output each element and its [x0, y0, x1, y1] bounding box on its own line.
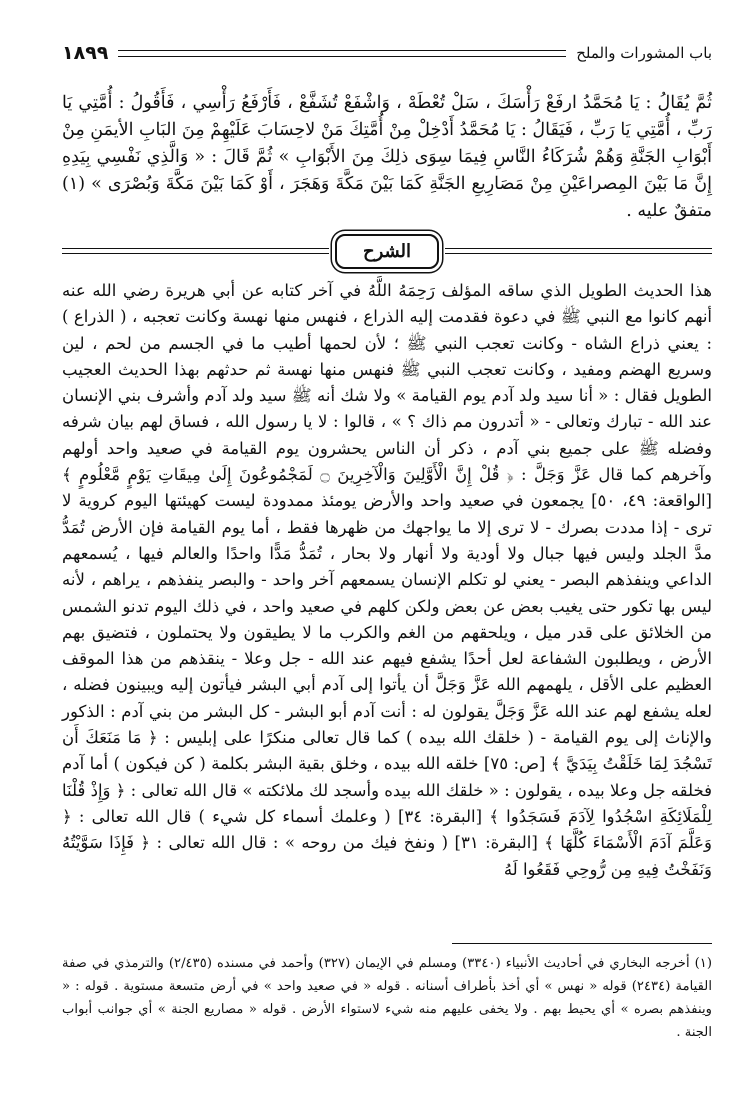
hadith-text-block — [62, 90, 712, 225]
footnote-1: (١) أخرجه البخاري في أحاديث الأنبياء (٣٣٤٠) ومسلم في الإيمان (٣٢٧) وأحمد في مسنده (٢/٤٣٥) والترمذي في صفة القيامة (٢٤٣٤) قوله « نهس » أي أخذ بأطراف أسنانه . قوله « في صعيد واحد » في أرض متسعة مستوية . قوله : « وينفذهم بصره » أي يحيط بهم . ولا يخفى عليهم منه شيء لاستواء الأرض . قوله « مصاريع الجنة » أي جوانب أبواب الجنة . — [62, 956, 713, 1040]
chapter-title: باب المشورات والملح — [576, 44, 712, 62]
footnotes — [62, 952, 712, 1044]
header-rule — [118, 50, 566, 57]
commentary-paragraph: هذا الحديث الطويل الذي ساقه المؤلف رَحِمَهُ اللَّهُ في آخر كتابه عن أبي هريرة رضي الله عنه أنهم كانوا مع النبي ﷺ في دعوة فقدمت إليه الذراع ، فنهس منها نهسة وكانت تعجبه ، ( الذراع ) : يعني ذراع الشاه - وكانت تعجب النبي ﷺ ؛ لأن لحمها أطيب ما في الجسم من لحم ، لين وسريع الهضم ومفيد ، وكانت تعجب النبي ﷺ فنهس منها نهسة ثم حدثهم بهذا الحديث العجيب الطويل فقال : « أنا سيد ولد آدم يوم القيامة » ولا شك أنه ﷺ سيد ولد آدم وأشرف بني الإنسان عند الله - تبارك وتعالى - « أتدرون مم ذاك ؟ » ، قالوا : لا يا رسول الله ، فساق لهم بيان شرفه وفضله ﷺ على جميع بني آدم ، ذكر أن الناس يحشرون يوم القيامة في صعيد واحد أولهم وآخرهم كما قال عَزَّ وَجَلَّ : ﴿ قُلْ إِنَّ الْأَوَّلِينَ وَالْآخِرِينَ ۝ لَمَجْمُوعُونَ إِلَىٰ مِيقَاتِ يَوْمٍ مَّعْلُومٍ ﴾ [الواقعة: ٤٩، ٥٠] يجمعون في صعيد واحد والأرض يومئذ ممدودة ليست كهيئتها اليوم كروية لا ترى - إذا مددت بصرك - لا ترى إلا ما يواجهك من ظهرها فقط ، أما يوم القيامة فإن الأرض تُمَدُّ مدَّ الجلد وليس فيها جبال ولا أودية ولا أنهار ولا بحار ، تُمَدُّ مَدًّا واحدًا والعالم فيها ، يُسمعهم الداعي وينفذهم البصر - يعني لو تكلم الإنسان يسمعهم آخر واحد - والبصر ينفذهم ، يراهم ، لأنه ليس بها تكور حتى يغيب بعض عن بعض ولكن كلهم في صعيد واحد ، في ذلك اليوم تدنو الشمس من الخلائق على قدر ميل ، ويلحقهم من الغم والكرب ما لا يطيقون ولا يحتملون ، فتضيق بهم الأرض ، ويطلبون الشفاعة لعل أحدًا يشفع فيهم عند الله - جل وعلا - ينقذهم من هذا الموقف العظيم على الأقل ، يلهمهم الله عَزَّ وَجَلَّ أن يأتوا إلى آدم أبي البشر فيأتون إليه ويبينون فضله ، لعله يشفع لهم عند الله عَزَّ وَجَلَّ يقولون له : أنت آدم أبو البشر - كل البشر من بني آدم : الذكور والإناث إلى يوم القيامة - ( خلقك الله بيده ) كما قال تعالى منكرًا على إبليس : ﴿ مَا مَنَعَكَ أَن تَسْجُدَ لِمَا خَلَقْتُ بِيَدَيَّ ﴾ [ص: ٧٥] خلقه الله بيده ، وخلق بقية البشر بكلمة ( كن فيكون ) أما آدم فخلقه جل وعلا بيده ، يقولون : « خلقك الله بيده وأسجد لك ملائكته » قال الله تعالى : ﴿ وَإِذْ قُلْنَا لِلْمَلَائِكَةِ اسْجُدُوا لِآدَمَ فَسَجَدُوا ﴾ [البقرة: ٣٤] ( وعلمك أسماء كل شيء ) قال الله تعالى : ﴿ وَعَلَّمَ آدَمَ الْأَسْمَاءَ كُلَّهَا ﴾ [البقرة: ٣١] ( ونفخ فيك من روحه » : قال الله تعالى : ﴿ فَإِذَا سَوَّيْتُهُ وَنَفَخْتُ فِيهِ مِن رُّوحِي فَقَعُوا لَهُ — [62, 281, 713, 879]
hadith-paragraph: ثُمَّ يُقَالُ : يَا مُحَمَّدُ ارفَعْ رَأْسَكَ ، سَلْ تُعْطَهْ ، وَاشْفَعْ تُشَفَّعْ ، فَأَرْفَعُ رَأْسِي ، فَأَقُولُ : أُمَّتِي يَا رَبِّ ، أُمَّتِي يَا رَبِّ ، فَيَقَالُ : يَا مُحَمَّدُ أَدْخِلْ مِنْ أُمَّتِكَ مَنْ لاحِسَابَ عَلَيْهِمْ مِنَ البَابِ الأيمَنِ مِنْ أَبْوَابِ الجَنَّةِ وَهُمْ شُرَكَاءُ النَّاسِ فِيمَا سِوَى ذلِكَ مِنَ الأَبْوَابِ » ثُمَّ قَالَ : « وَالَّذِي نَفْسِي بِيَدِهِ إِنَّ مَا بَيْنَ المِصراعَيْنِ مِنْ مَصَارِيعِ الجَنَّةِ كَمَا بَيْنَ مَكَّةَ وَهَجَرَ ، أَوْ كَمَا بَيْنَ مَكَّةَ وَبُصْرَى » (١) متفقٌ عليه . — [62, 93, 712, 221]
heading-rule-right — [445, 248, 712, 254]
sharh-label: الشرح — [335, 234, 439, 269]
page-header — [62, 38, 712, 68]
sharh-heading — [62, 228, 712, 274]
commentary-block — [62, 278, 712, 883]
page-number: ١٨٩٩ — [62, 42, 109, 64]
footnote-separator — [452, 943, 712, 944]
heading-rule-left — [62, 248, 329, 254]
